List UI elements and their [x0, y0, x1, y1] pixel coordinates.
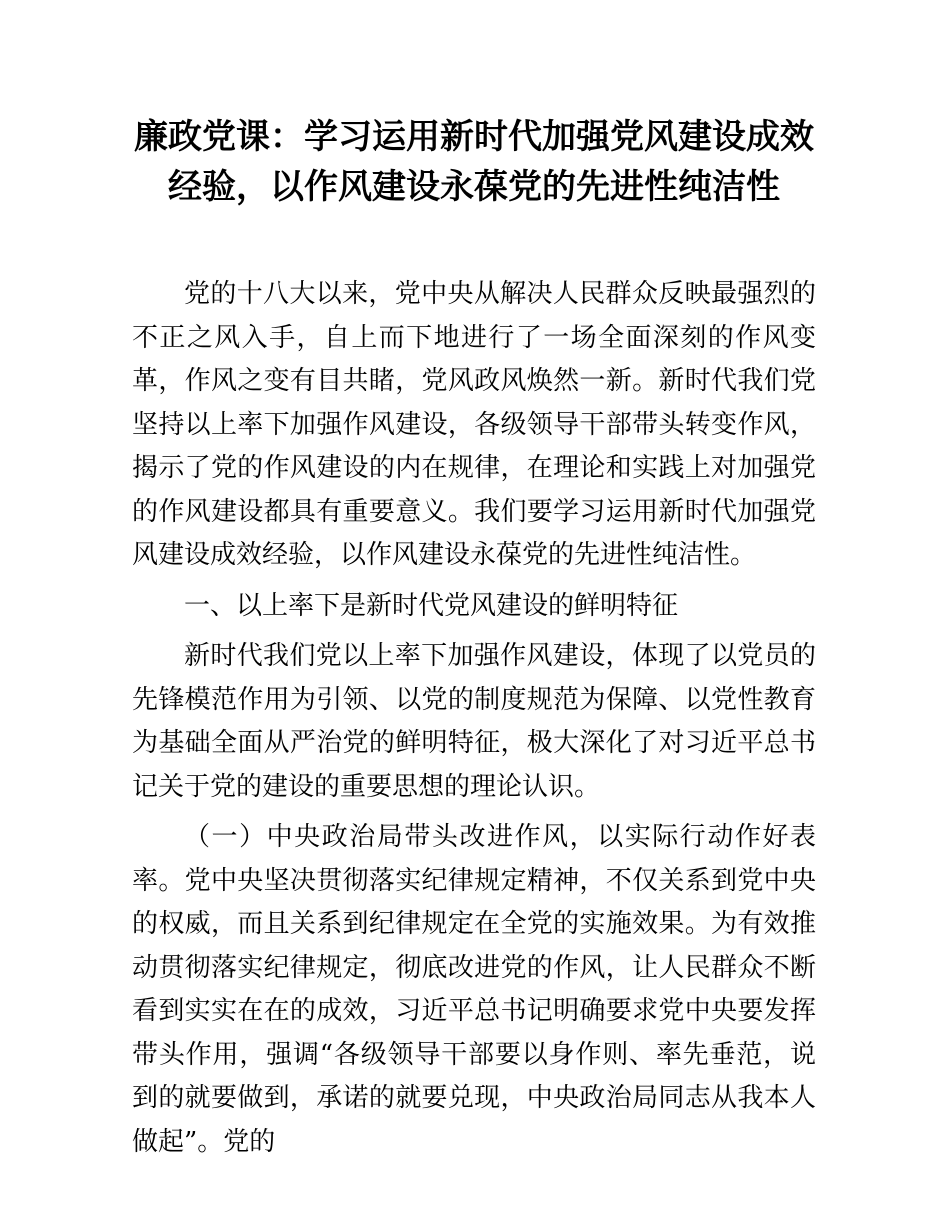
paragraph-intro: 党的十八大以来，党中央从解决人民群众反映最强烈的不正之风入手，自上而下地进行了一场全面深刻的作风变革，作风之变有目共睹，党风政风焕然一新。新时代我们党坚持以上率下加强作风建设，各级领导干部带头转变作风，揭示了党的作风建设的内在规律，在理论和实践上对加强党的作风建设都具有重要意义。我们要学习运用新时代加强党风建设成效经验，以作风建设永葆党的先进性纯洁性。 [132, 279, 816, 570]
document-title [132, 112, 816, 212]
paragraph-section1-point1: （一）中央政治局带头改进作风，以实际行动作好表率。党中央坚决贯彻落实纪律规定精神，不仅关系到党中央的权威，而且关系到纪律规定在全党的实施效果。为有效推动贯彻落实纪律规定，彻底改进党的作风，让人民群众不断看到实实在在的成效，习近平总书记明确要求党中央要发挥带头作用，强调“各级领导干部要以身作则、率先垂范，说到的就要做到，承诺的就要兑现，中央政治局同志从我本人做起”。党的 [132, 822, 816, 1157]
section-heading-1: 一、以上率下是新时代党风建设的鲜明特征 [184, 590, 679, 621]
paragraph-section1-overview: 新时代我们党以上率下加强作风建设，体现了以党员的先锋模范作用为引领、以党的制度规范为保障、以党性教育为基础全面从严治党的鲜明特征，极大深化了对习近平总书记关于党的建设的重要思想的理论认识。 [132, 641, 816, 802]
document-title-line-1: 廉政党课：学习运用新时代加强党风建设成效 [134, 117, 814, 157]
document-title-line-2: 经验，以作风建设永葆党的先进性纯洁性 [168, 167, 780, 207]
